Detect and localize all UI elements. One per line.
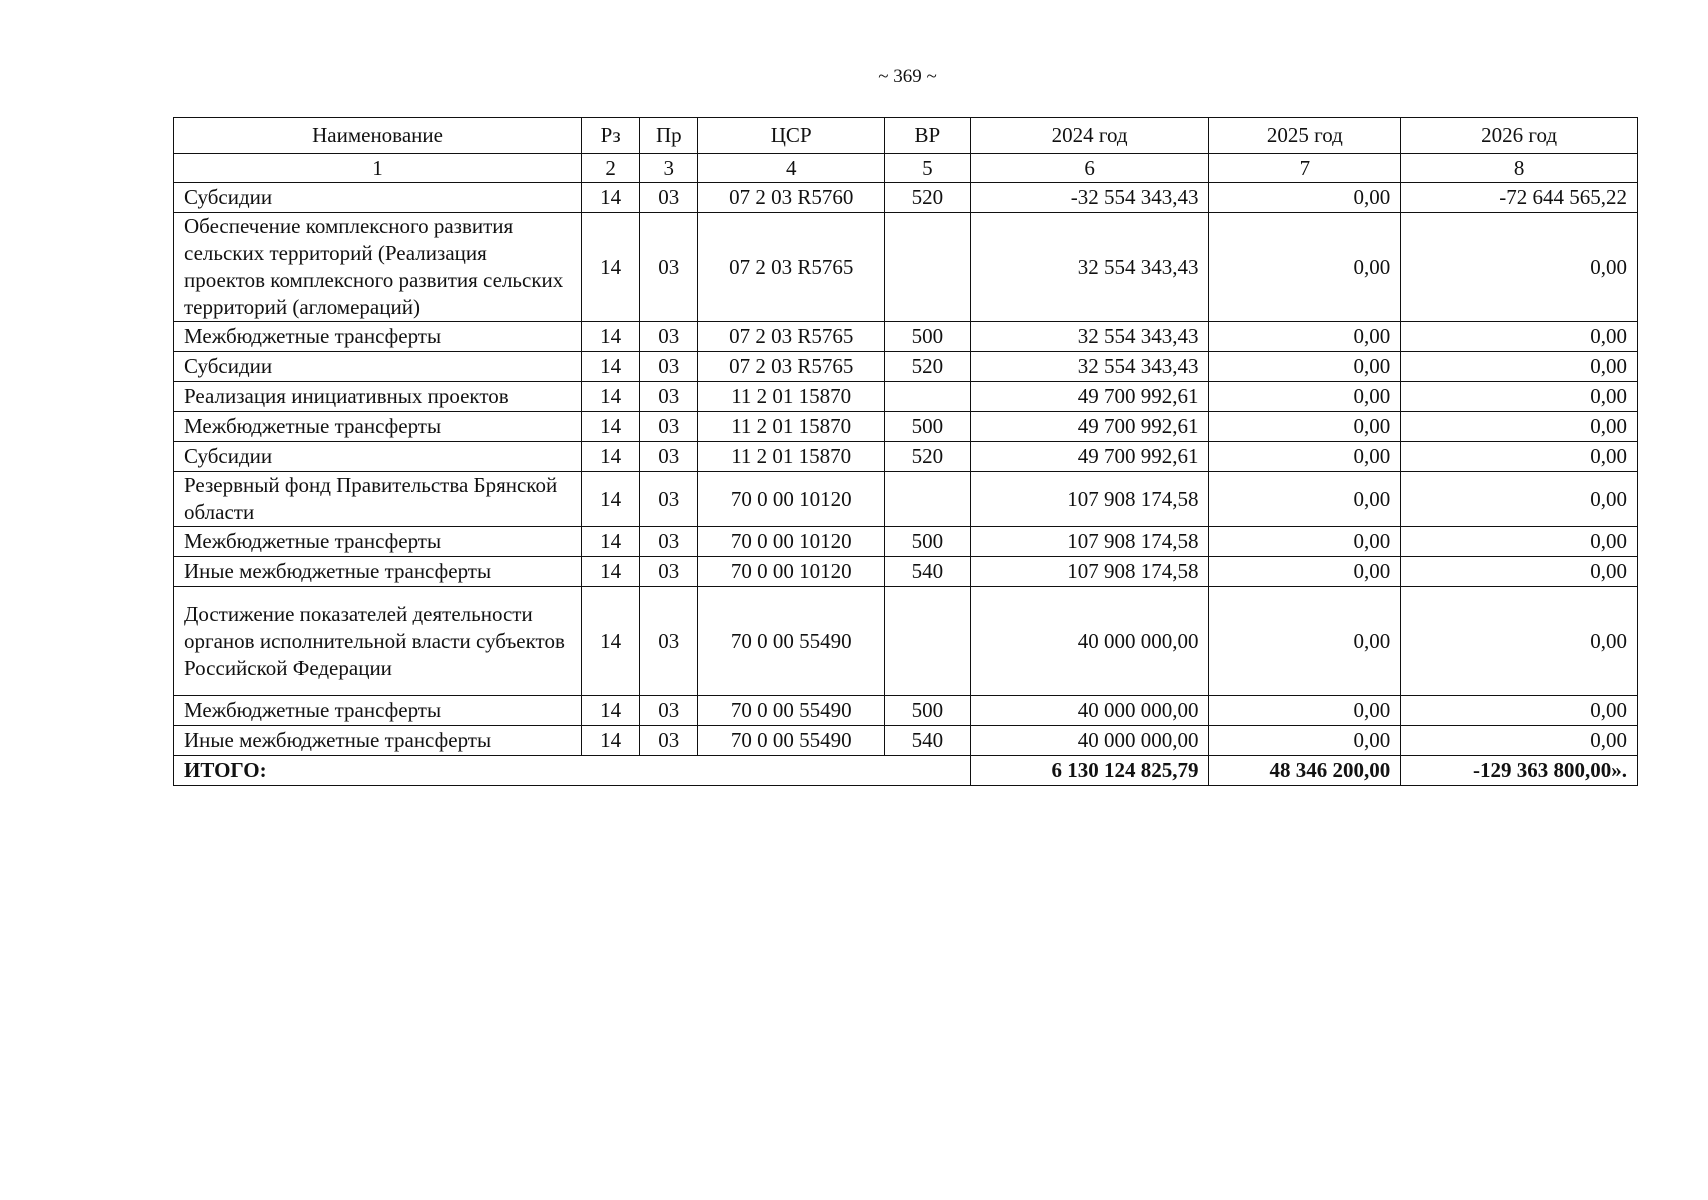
row-csr: 70 0 00 10120 [698,472,885,527]
row-name: Субсидии [174,352,582,382]
row-csr: 07 2 03 R5765 [698,322,885,352]
row-vr: 500 [885,527,971,557]
row-pr: 03 [640,442,698,472]
row-csr: 70 0 00 55490 [698,696,885,726]
row-rz: 14 [582,557,640,587]
row-csr: 11 2 01 15870 [698,442,885,472]
row-2026: 0,00 [1401,213,1638,322]
column-number: 6 [970,154,1209,183]
header-2026: 2026 год [1401,118,1638,154]
row-2026: 0,00 [1401,726,1638,756]
header-2025: 2025 год [1209,118,1401,154]
row-name: Межбюджетные трансферты [174,527,582,557]
column-number: 3 [640,154,698,183]
row-pr: 03 [640,213,698,322]
row-vr: 520 [885,183,971,213]
row-2025: 0,00 [1209,352,1401,382]
row-name: Иные межбюджетные трансферты [174,726,582,756]
row-2025: 0,00 [1209,557,1401,587]
row-vr: 520 [885,352,971,382]
table-row [174,213,1638,322]
row-2025: 0,00 [1209,696,1401,726]
row-2025: 0,00 [1209,183,1401,213]
column-number-row [174,154,1638,183]
row-rz: 14 [582,472,640,527]
row-name: Межбюджетные трансферты [174,412,582,442]
row-rz: 14 [582,412,640,442]
row-rz: 14 [582,213,640,322]
row-csr: 70 0 00 10120 [698,527,885,557]
row-2026: 0,00 [1401,527,1638,557]
column-number: 2 [582,154,640,183]
row-name: Субсидии [174,442,582,472]
table-row [174,442,1638,472]
row-2025: 0,00 [1209,442,1401,472]
row-name: Субсидии [174,183,582,213]
row-2026: 0,00 [1401,442,1638,472]
row-csr: 11 2 01 15870 [698,412,885,442]
row-pr: 03 [640,696,698,726]
total-row [174,756,1638,786]
table-row [174,557,1638,587]
total-2024: 6 130 124 825,79 [970,756,1209,786]
row-2026: 0,00 [1401,472,1638,527]
row-2024: 40 000 000,00 [970,696,1209,726]
row-rz: 14 [582,352,640,382]
header-rz: Рз [582,118,640,154]
row-2024: -32 554 343,43 [970,183,1209,213]
row-name: Обеспечение комплексного развития сельских территорий (Реализация проектов комплексного развития сельских территорий (агломераций) [174,213,582,322]
row-2024: 49 700 992,61 [970,442,1209,472]
header-csr: ЦСР [698,118,885,154]
row-pr: 03 [640,412,698,442]
row-2024: 49 700 992,61 [970,412,1209,442]
row-2026: 0,00 [1401,352,1638,382]
row-rz: 14 [582,696,640,726]
row-2024: 32 554 343,43 [970,352,1209,382]
table-row [174,587,1638,696]
row-2025: 0,00 [1209,726,1401,756]
row-2025: 0,00 [1209,322,1401,352]
row-2024: 32 554 343,43 [970,213,1209,322]
row-2024: 40 000 000,00 [970,726,1209,756]
row-name: Межбюджетные трансферты [174,322,582,352]
row-2026: 0,00 [1401,587,1638,696]
row-pr: 03 [640,382,698,412]
row-vr: 540 [885,726,971,756]
row-2026: 0,00 [1401,322,1638,352]
row-2024: 107 908 174,58 [970,472,1209,527]
row-rz: 14 [582,726,640,756]
column-number: 7 [1209,154,1401,183]
row-2024: 32 554 343,43 [970,322,1209,352]
row-pr: 03 [640,527,698,557]
row-2026: 0,00 [1401,557,1638,587]
row-csr: 70 0 00 55490 [698,726,885,756]
row-vr: 500 [885,696,971,726]
column-number: 4 [698,154,885,183]
header-vr: ВР [885,118,971,154]
row-csr: 11 2 01 15870 [698,382,885,412]
row-vr [885,213,971,322]
row-pr: 03 [640,322,698,352]
table-row [174,382,1638,412]
header-2024: 2024 год [970,118,1209,154]
page-number: ~ 369 ~ [878,66,937,87]
row-2024: 40 000 000,00 [970,587,1209,696]
row-csr: 07 2 03 R5765 [698,213,885,322]
row-name: Реализация инициативных проектов [174,382,582,412]
row-2024: 107 908 174,58 [970,527,1209,557]
row-csr: 07 2 03 R5765 [698,352,885,382]
row-pr: 03 [640,587,698,696]
row-2026: 0,00 [1401,382,1638,412]
row-rz: 14 [582,527,640,557]
row-name: Межбюджетные трансферты [174,696,582,726]
row-rz: 14 [582,183,640,213]
row-2025: 0,00 [1209,587,1401,696]
row-vr: 520 [885,442,971,472]
row-name: Резервный фонд Правительства Брянской области [174,472,582,527]
table-body [174,183,1638,786]
row-2026: 0,00 [1401,412,1638,442]
row-csr: 70 0 00 55490 [698,587,885,696]
row-vr [885,472,971,527]
row-2025: 0,00 [1209,213,1401,322]
total-label: ИТОГО: [174,756,971,786]
row-csr: 70 0 00 10120 [698,557,885,587]
row-name: Достижение показателей деятельности органов исполнительной власти субъектов Российской Федерации [174,587,582,696]
table-row [174,726,1638,756]
table-row [174,472,1638,527]
table-row [174,412,1638,442]
column-number: 5 [885,154,971,183]
table-row [174,527,1638,557]
row-vr: 500 [885,412,971,442]
row-2026: 0,00 [1401,696,1638,726]
row-2025: 0,00 [1209,527,1401,557]
table-row [174,352,1638,382]
row-vr [885,382,971,412]
budget-table [173,117,1638,786]
row-vr [885,587,971,696]
row-name: Иные межбюджетные трансферты [174,557,582,587]
row-2025: 0,00 [1209,412,1401,442]
column-number: 1 [174,154,582,183]
total-2026: -129 363 800,00». [1401,756,1638,786]
table-row [174,183,1638,213]
row-pr: 03 [640,472,698,527]
row-2024: 107 908 174,58 [970,557,1209,587]
row-pr: 03 [640,352,698,382]
table-row [174,322,1638,352]
row-rz: 14 [582,382,640,412]
header-pr: Пр [640,118,698,154]
row-rz: 14 [582,442,640,472]
header-row [174,118,1638,154]
row-rz: 14 [582,587,640,696]
row-vr: 500 [885,322,971,352]
column-number: 8 [1401,154,1638,183]
row-pr: 03 [640,726,698,756]
row-vr: 540 [885,557,971,587]
total-2025: 48 346 200,00 [1209,756,1401,786]
row-2025: 0,00 [1209,382,1401,412]
row-pr: 03 [640,183,698,213]
row-2025: 0,00 [1209,472,1401,527]
row-csr: 07 2 03 R5760 [698,183,885,213]
header-name: Наименование [174,118,582,154]
row-2024: 49 700 992,61 [970,382,1209,412]
row-pr: 03 [640,557,698,587]
row-2026: -72 644 565,22 [1401,183,1638,213]
row-rz: 14 [582,322,640,352]
table-row [174,696,1638,726]
